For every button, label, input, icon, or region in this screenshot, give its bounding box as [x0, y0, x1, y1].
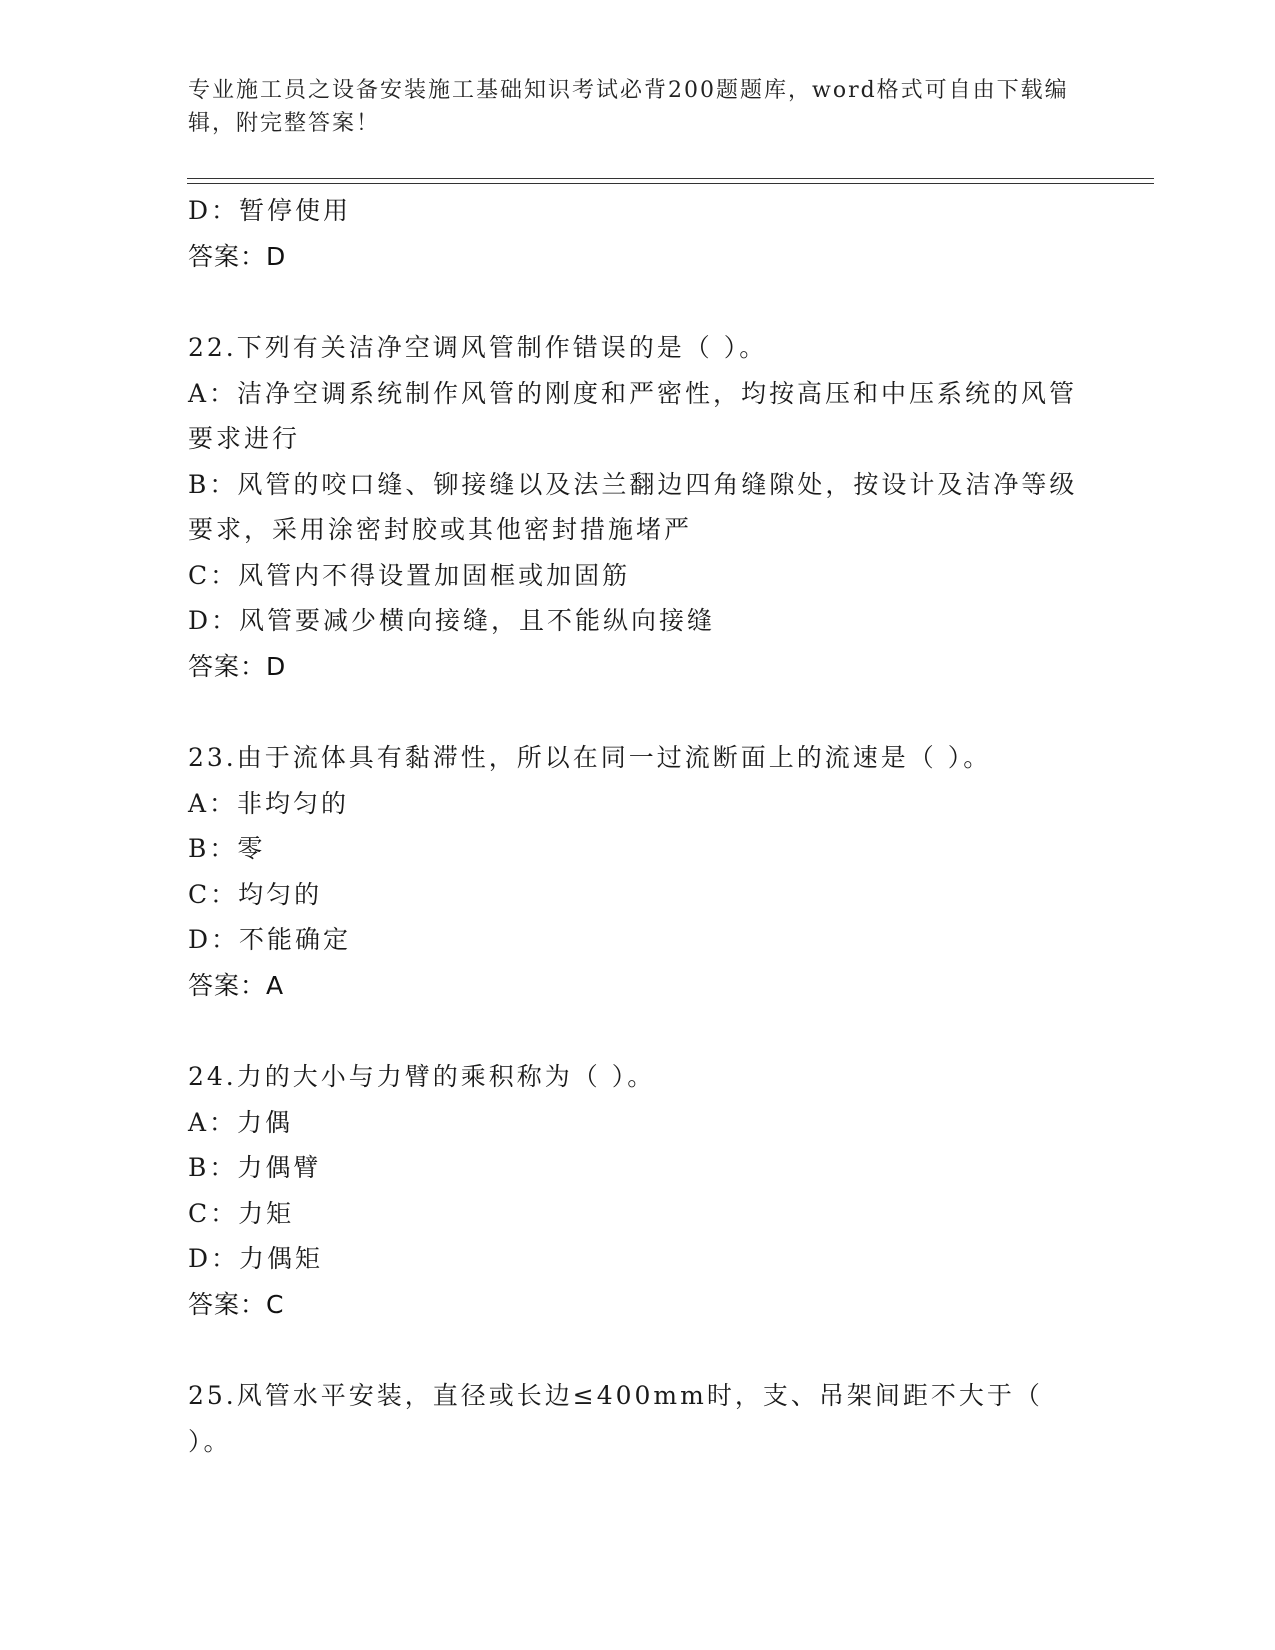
option-a: A：非均匀的	[188, 788, 350, 818]
spacer	[188, 1008, 1088, 1054]
question-stem: 23.由于流体具有黏滞性，所以在同一过流断面上的流速是（ ）。	[188, 743, 992, 772]
question-stem: 25.风管水平安装，直径或长边≤400mm时，支、吊架间距不大于（ ）。	[188, 1381, 1043, 1456]
question-block-23	[188, 735, 1088, 1008]
option-d: D：风管要减少横向接缝，且不能纵向接缝	[188, 606, 716, 635]
option-d: D：暂停使用	[188, 196, 352, 225]
question-stem: 22.下列有关洁净空调风管制作错误的是（ ）。	[188, 333, 768, 362]
answer-line: 答案：C	[188, 1289, 285, 1319]
option-b: B：力偶臂	[188, 1153, 322, 1182]
option-c: C：力矩	[188, 1198, 295, 1228]
question-list	[188, 188, 1088, 1464]
answer-line: 答案：A	[188, 970, 285, 1000]
spacer	[188, 279, 1088, 325]
header-divider-top	[187, 178, 1154, 179]
option-c: C：均匀的	[188, 879, 323, 909]
question-stem: 24.力的大小与力臂的乘积称为（ ）。	[188, 1062, 656, 1091]
header-title: 专业施工员之设备安装施工基础知识考试必背200题题库，word格式可自由下载编辑，附完整答案！	[188, 78, 1069, 136]
answer-line: 答案：D	[188, 241, 287, 271]
option-d: D：不能确定	[188, 925, 352, 954]
spacer	[188, 689, 1088, 735]
document-header	[188, 74, 1088, 140]
spacer	[188, 1327, 1088, 1373]
option-a: A：力偶	[188, 1107, 294, 1137]
header-divider-bottom	[187, 183, 1154, 184]
option-b: B：零	[188, 834, 266, 863]
option-c: C：风管内不得设置加固框或加固筋	[188, 560, 631, 590]
question-block-25	[188, 1373, 1088, 1464]
question-block-22	[188, 325, 1088, 689]
option-d: D：力偶矩	[188, 1244, 324, 1273]
option-a: A：洁净空调系统制作风管的刚度和严密性，均按高压和中压系统的风管要求进行	[188, 378, 1078, 453]
answer-line: 答案：D	[188, 651, 287, 681]
question-block-24	[188, 1054, 1088, 1327]
option-b: B：风管的咬口缝、铆接缝以及法兰翻边四角缝隙处，按设计及洁净等级要求，采用涂密封胶或其他密封措施堵严	[188, 469, 1078, 544]
